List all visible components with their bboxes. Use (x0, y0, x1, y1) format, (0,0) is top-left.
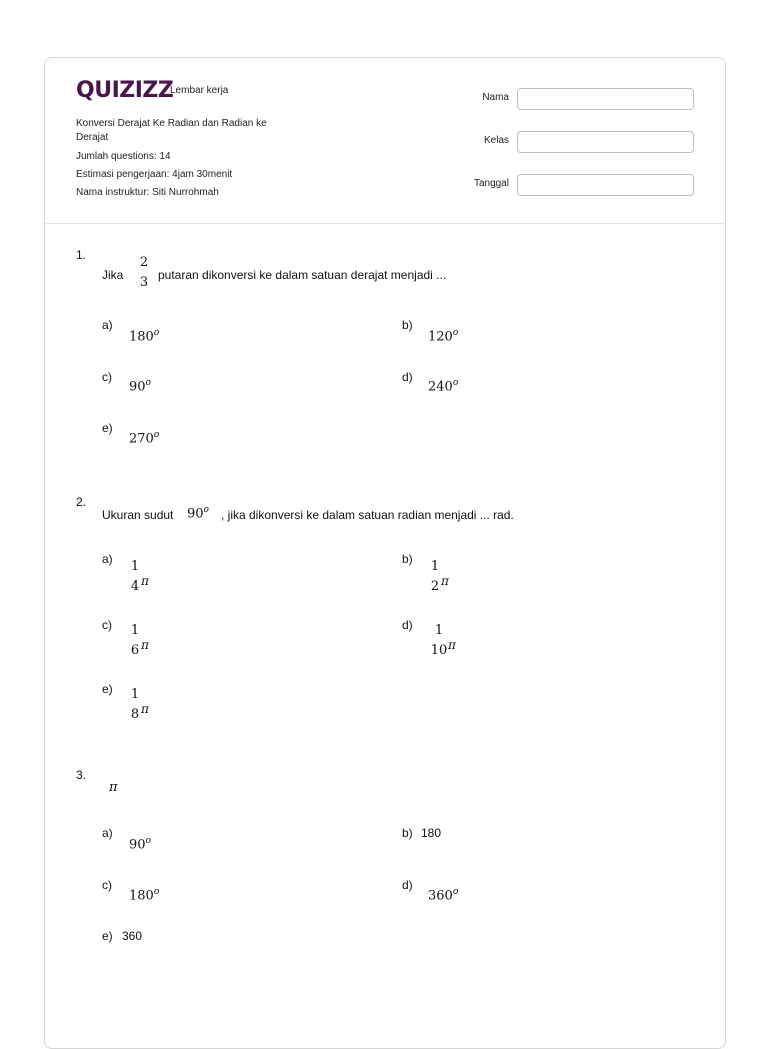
quizizz-logo: QUIZIZZ (76, 78, 174, 103)
worksheet (44, 57, 726, 1049)
option-value: 180 (129, 888, 154, 904)
question-1-text-pre: Jika (102, 268, 124, 282)
option-value: 180 (129, 329, 154, 345)
q2-option-d-value[interactable] (429, 621, 449, 661)
q3-option-d-value[interactable] (428, 887, 458, 903)
fraction-numerator: 1 (130, 687, 140, 702)
fraction-numerator: 1 (434, 623, 444, 638)
worksheet-title-line2: Derajat (76, 132, 109, 143)
q3-option-b-label: b) (402, 826, 413, 840)
option-value: 270 (129, 431, 154, 447)
pi-symbol: π (448, 638, 456, 652)
date-label: Tanggal (473, 178, 509, 189)
fraction-numerator: 1 (130, 559, 140, 574)
degree-symbol: o (452, 378, 459, 388)
option-value: 240 (428, 379, 453, 395)
fraction-denominator: 3 (139, 275, 149, 290)
q2-option-b-label: b) (402, 552, 413, 566)
q3-option-a-label: a) (102, 826, 113, 840)
q3-option-d-label: d) (402, 878, 413, 892)
q1-option-c-label: c) (102, 370, 112, 384)
pi-symbol: π (441, 574, 449, 588)
question-2-number: 2. (76, 495, 87, 509)
q1-option-e-value[interactable] (129, 430, 159, 446)
q1-option-a-value[interactable] (129, 328, 159, 344)
degree-symbol: o (203, 505, 209, 515)
degree-symbol: o (145, 836, 151, 846)
q2-option-c-value[interactable] (129, 621, 141, 661)
q3-option-c-value[interactable] (129, 887, 159, 903)
q1-option-b-label: b) (402, 318, 413, 332)
pi-symbol: π (141, 638, 149, 652)
question-2-text-pre: Ukuran sudut (102, 508, 174, 522)
option-value: 360 (428, 888, 453, 904)
fraction-denominator: 2 (430, 579, 440, 594)
q1-option-b-value[interactable] (428, 328, 458, 344)
fraction-numerator: 1 (130, 623, 140, 638)
option-value: 90 (129, 379, 146, 395)
name-field[interactable] (517, 88, 694, 110)
angle-value: 90 (187, 506, 204, 522)
fraction-numerator: 1 (430, 559, 440, 574)
degree-symbol: o (452, 328, 459, 338)
class-field[interactable] (517, 131, 694, 153)
degree-symbol: o (452, 887, 459, 897)
pi-symbol: π (141, 574, 149, 588)
name-label: Nama (482, 92, 509, 103)
q1-option-a-label: a) (102, 318, 113, 332)
question-count: Jumlah questions: 14 (76, 151, 171, 162)
q3-option-a-value[interactable] (129, 836, 151, 852)
fraction-denominator: 6 (130, 643, 140, 658)
worksheet-title-line1: Konversi Derajat Ke Radian dan Radian ke (76, 118, 267, 129)
q2-option-a-value[interactable] (129, 557, 141, 597)
q2-option-e-label: e) (102, 682, 113, 696)
date-field[interactable] (517, 174, 694, 196)
q1-option-d-label: d) (402, 370, 413, 384)
q2-option-c-label: c) (102, 618, 112, 632)
question-2-angle (187, 505, 209, 521)
fraction-denominator: 8 (130, 707, 140, 722)
question-1-fraction (137, 253, 151, 293)
instructor-name: Nama instruktur: Siti Nurrohmah (76, 187, 219, 198)
degree-symbol: o (153, 430, 160, 440)
option-value: 120 (428, 329, 453, 345)
pi-symbol: π (141, 702, 149, 716)
q1-option-e-label: e) (102, 421, 113, 435)
question-3-text: π (109, 780, 118, 795)
fraction-numerator: 2 (139, 255, 149, 270)
degree-symbol: o (145, 378, 151, 388)
q2-option-d-label: d) (402, 618, 413, 632)
q3-option-e-value[interactable]: 360 (122, 929, 143, 943)
fraction-denominator: 10 (430, 643, 448, 658)
option-value: 90 (129, 837, 146, 853)
degree-symbol: o (153, 328, 160, 338)
worksheet-type: Lembar kerja (170, 85, 229, 96)
question-1-number: 1. (76, 248, 87, 262)
q1-option-d-value[interactable] (428, 378, 458, 394)
q1-option-c-value[interactable] (129, 378, 151, 394)
fraction-denominator: 4 (130, 579, 140, 594)
q3-option-e-label: e) (102, 929, 113, 943)
question-3-number: 3. (76, 768, 87, 782)
q2-option-a-label: a) (102, 552, 113, 566)
degree-symbol: o (153, 887, 160, 897)
worksheet-header (45, 58, 725, 224)
time-estimate: Estimasi pengerjaan: 4jam 30menit (76, 169, 233, 180)
q3-option-c-label: c) (102, 878, 112, 892)
q3-option-b-value[interactable]: 180 (421, 826, 442, 840)
q2-option-e-value[interactable] (129, 685, 141, 725)
question-1-text-post: putaran dikonversi ke dalam satuan derajat menjadi ... (158, 268, 447, 282)
class-label: Kelas (483, 135, 509, 146)
q2-option-b-value[interactable] (429, 557, 441, 597)
question-2-text-post: , jika dikonversi ke dalam satuan radian menjadi ... rad. (221, 508, 514, 522)
